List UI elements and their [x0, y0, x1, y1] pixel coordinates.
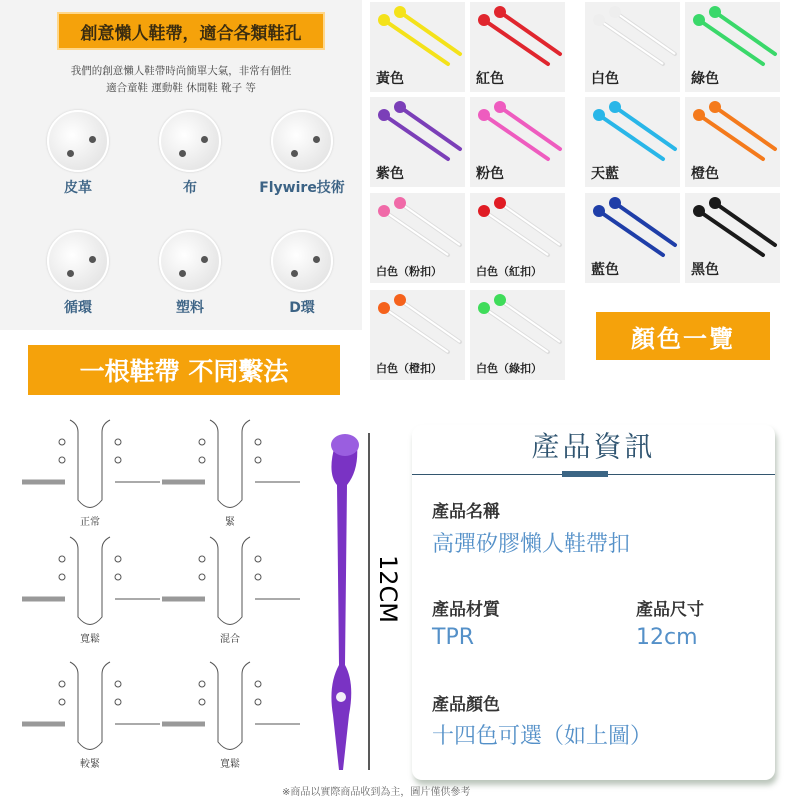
material-label: 皮革 — [64, 180, 92, 196]
lacing-diagram — [22, 662, 160, 750]
color-label: 白色 — [591, 71, 619, 87]
color-tile — [685, 2, 780, 92]
lacing-label: 緊 — [225, 517, 235, 528]
material-label: 塑料 — [176, 300, 204, 316]
material-photo — [47, 230, 109, 292]
material-photo — [271, 110, 333, 172]
lacing-label: 寬鬆 — [220, 759, 240, 770]
color-tile — [685, 97, 780, 187]
material-label: 循環 — [64, 300, 92, 316]
methods-title: 一根鞋帶 不同繫法 — [28, 345, 340, 395]
color-tile — [585, 97, 680, 187]
lacing-diagram — [162, 662, 300, 750]
product-info-card — [412, 425, 775, 780]
material-label: D環 — [289, 300, 315, 316]
name-value: 高彈矽膠懶人鞋帶扣 — [432, 532, 631, 557]
color-tile — [370, 290, 465, 380]
color-tile — [470, 290, 565, 380]
material-label: 產品材質 — [432, 600, 500, 620]
color-label: 產品顏色 — [432, 695, 500, 715]
color-label: 橙色 — [691, 166, 719, 182]
intro-banner: 創意懶人鞋帶，適合各類鞋孔 — [57, 12, 325, 50]
info-title: 產品資訊 — [531, 430, 656, 463]
color-value: 十四色可選（如上圖） — [432, 724, 653, 749]
color-tile — [470, 97, 565, 187]
lacing-diagrams — [0, 400, 320, 780]
color-tile — [685, 193, 780, 283]
material-value: TPR — [432, 625, 474, 650]
color-label: 綠色 — [691, 71, 719, 87]
lacing-label: 較緊 — [80, 759, 100, 770]
size-value: 12cm — [636, 625, 698, 650]
name-label: 產品名稱 — [432, 502, 500, 522]
color-tile — [585, 2, 680, 92]
color-label: 紫色 — [376, 166, 404, 182]
divider-accent — [562, 471, 608, 477]
color-tile — [470, 193, 565, 283]
material-photo — [159, 110, 221, 172]
lacing-label: 寬鬆 — [80, 634, 100, 645]
color-label: 白色（粉扣） — [376, 265, 442, 278]
material-photo — [47, 110, 109, 172]
color-label: 黑色 — [691, 262, 719, 278]
lacing-diagram — [22, 537, 160, 625]
color-tile — [370, 2, 465, 92]
color-label: 白色（紅扣） — [476, 265, 542, 278]
footer-note: ※商品以實際商品收到為主，圖片僅供參考 — [282, 787, 471, 798]
intro-desc-2: 適合童鞋 運動鞋 休閒鞋 靴子 等 — [106, 82, 256, 94]
color-tile — [470, 2, 565, 92]
lacing-label: 混合 — [220, 634, 240, 645]
lacing-diagram — [22, 420, 160, 508]
lacing-diagram — [162, 537, 300, 625]
intro-desc-1: 我們的創意懶人鞋帶時尚簡單大氣，非常有個性 — [70, 65, 292, 77]
color-label: 天藍 — [591, 166, 619, 182]
length-label: 12CM — [374, 555, 402, 624]
color-label: 白色（綠扣） — [476, 362, 542, 375]
color-overview-title: 顏色一覽 — [596, 312, 770, 360]
color-label: 黃色 — [376, 71, 404, 87]
color-tile — [370, 193, 465, 283]
lacing-diagram — [162, 420, 300, 508]
color-label: 白色（橙扣） — [376, 362, 442, 375]
lacing-label: 正常 — [80, 517, 100, 528]
color-tile — [585, 193, 680, 283]
material-label: Flywire技術 — [259, 180, 345, 196]
color-tile — [370, 97, 465, 187]
color-label: 藍色 — [591, 262, 619, 278]
size-label: 產品尺寸 — [636, 600, 704, 620]
material-photo — [271, 230, 333, 292]
color-label: 紅色 — [476, 71, 504, 87]
material-label: 布 — [183, 180, 197, 196]
material-photo — [159, 230, 221, 292]
color-label: 粉色 — [476, 166, 504, 182]
